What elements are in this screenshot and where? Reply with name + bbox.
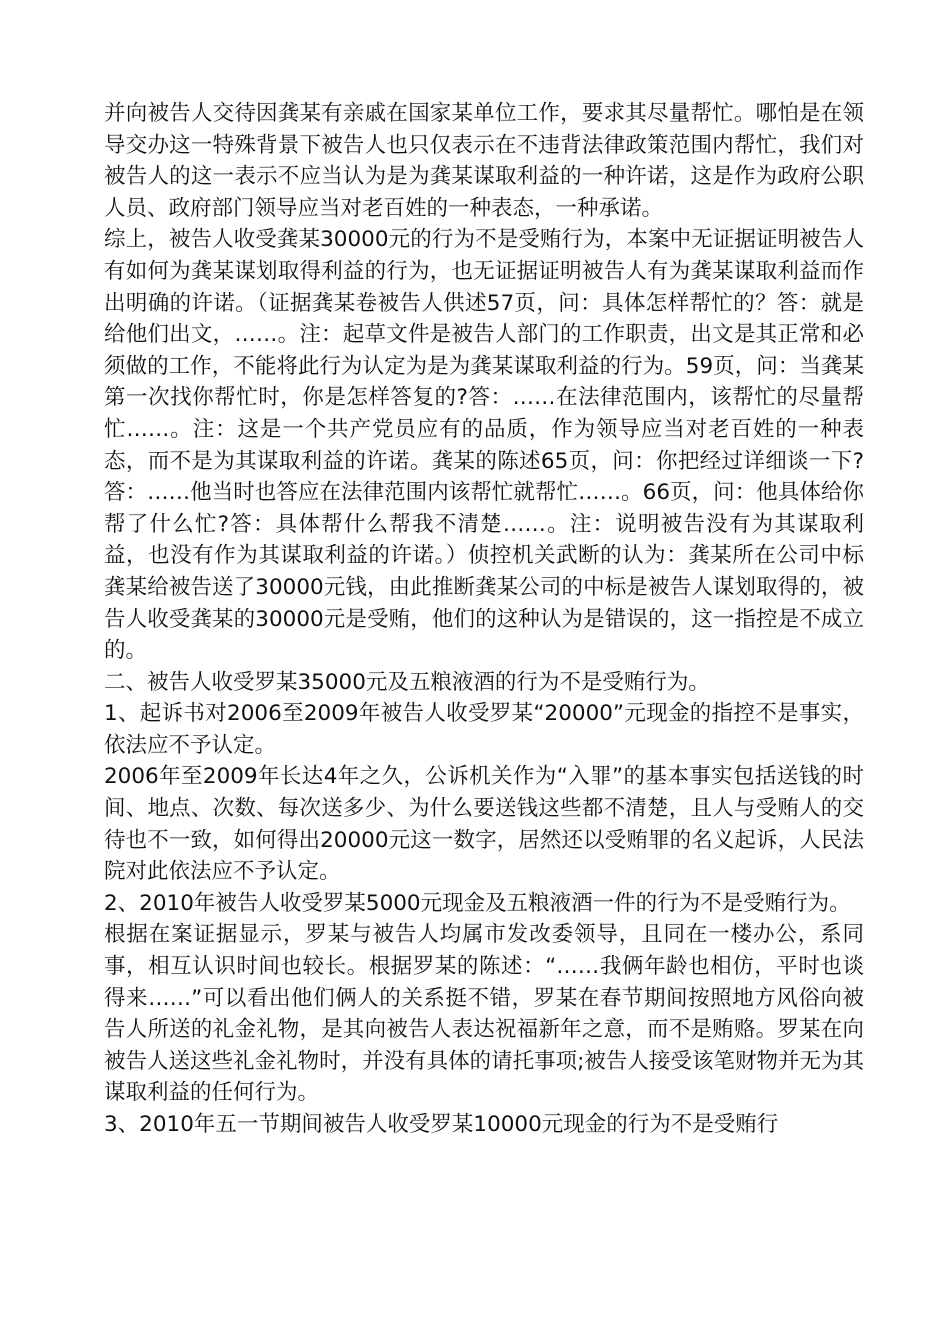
subheading-1: 1、起诉书对2006至2009年被告人收受罗某“20000”元现金的指控不是事实，依法应不予认定。	[104, 701, 864, 758]
section-heading-2: 二、被告人收受罗某35000元及五粮液酒的行为不是受贿行为。	[104, 669, 710, 695]
paragraph-continuation: 并向被告人交待因龚某有亲戚在国家某单位工作，要求其尽量帮忙。哪怕是在领导交办这一特殊背景下被告人也只仅表示在不违背法律政策范围内帮忙，我们对被告人的这一表示不应当认为是为龚某谋取利益的一种许诺，这是作为政府公职人员、政府部门领导应当对老百姓的一种表态，一种承诺。	[104, 101, 864, 221]
paragraph-summary: 综上，被告人收受龚某30000元的行为不是受贿行为，本案中无证据证明被告人有如何为龚某谋划取得利益的行为，也无证据证明被告人有为龚某谋取利益而作出明确的许诺。（证据龚某卷被告人供述57页，问：具体怎样帮忙的？答：就是给他们出文，……。注：起草文件是被告人部门的工作职责，出文是其正常和必须做的工作，不能将此行为认定为是为龚某谋取利益的行为。59页，问：当龚某第一次找你帮忙时，你是怎样答复的?答：……在法律范围内，该帮忙的尽量帮忙……。注：这是一个共产党员应有的品质，作为领导应当对老百姓的一种表态，而不是为其谋取利益的许诺。龚某的陈述65页，问：你把经过详细谈一下?答：……他当时也答应在法律范围内该帮忙就帮忙……。66页，问：他具体给你帮了什么忙?答：具体帮什么帮我不清楚……。注：说明被告没有为其谋取利益，也没有作为其谋取利益的许诺。）侦控机关武断的认为：龚某所在公司中标龚某给被告送了30000元钱，由此推断龚某公司的中标是被告人谋划取得的，被告人收受龚某的30000元是受贿，他们的这种认为是错误的，这一指控是不成立的。	[104, 227, 864, 664]
paragraph-2006-2009: 2006年至2009年长达4年之久，公诉机关作为“入罪”的基本事实包括送钱的时间、地点、次数、每次送多少、为什么要送钱这些都不清楚，且人与受贿人的交待也不一致，如何得出20000元这一数字，居然还以受贿罪的名义起诉，人民法院对此依法应不予认定。	[104, 764, 864, 885]
document-body	[104, 98, 864, 1141]
paragraph-evidence: 根据在案证据显示，罗某与被告人均属市发改委领导，且同在一楼办公，系同事，相互认识时间也较长。根据罗某的陈述：“……我俩年龄也相仿，平时也谈得来……”可以看出他们俩人的关系挺不错，罗某在春节期间按照地方风俗向被告人所送的礼金礼物，是其向被告人表达祝福新年之意，而不是贿赂。罗某在向被告人送这些礼金礼物时，并没有具体的请托事项;被告人接受该笔财物并无为其谋取利益的任何行为。	[104, 922, 864, 1106]
subheading-3: 3、2010年五一节期间被告人收受罗某10000元现金的行为不是受贿行	[104, 1112, 779, 1137]
subheading-2: 2、2010年被告人收受罗某5000元现金及五粮液酒一件的行为不是受贿行为。	[104, 890, 851, 916]
